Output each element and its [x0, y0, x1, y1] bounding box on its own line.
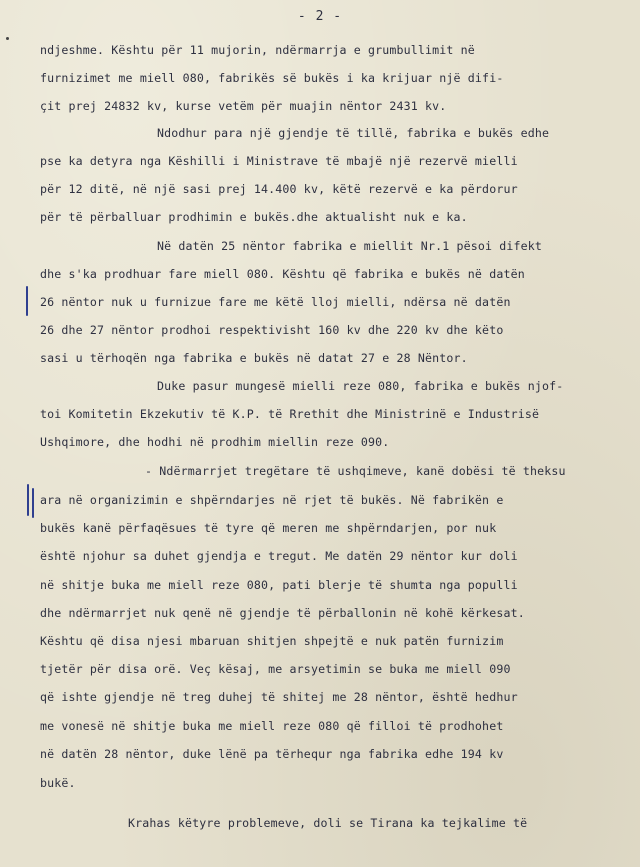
- text-line: Ndodhur para një gjendje të tillë, fabrika e bukës edhe: [157, 126, 550, 140]
- text-line: tjetër për disa orë. Veç kësaj, me arsyetimin se buka me miell 090: [40, 662, 511, 676]
- text-line: 26 dhe 27 nëntor prodhoi respektivisht 160 kv dhe 220 kv dhe këto: [40, 323, 504, 337]
- text-line: në datën 28 nëntor, duke lënë pa tërhequr nga fabrika edhe 194 kv: [40, 747, 504, 761]
- margin-pen-mark: [32, 488, 34, 518]
- text-line: Krahas këtyre problemeve, doli se Tirana ka tejkalime të: [128, 816, 528, 830]
- text-line: 26 nëntor nuk u furnizue fare me këtë lloj mielli, ndërsa në datën: [40, 295, 511, 309]
- text-line: Ushqimore, dhe hodhi në prodhim miellin reze 090.: [40, 435, 390, 449]
- text-line: bukë.: [40, 776, 76, 790]
- text-line: ara në organizimin e shpërndarjes në rjet të bukës. Në fabrikën e: [40, 493, 504, 507]
- text-line: në shitje buka me miell reze 080, pati blerje të shumta nga populli: [40, 578, 518, 592]
- text-line: me vonesë në shitje buka me miell reze 080 që filloi të prodhohet: [40, 719, 504, 733]
- text-line: për të përballuar prodhimin e bukës.dhe aktualisht nuk e ka.: [40, 210, 468, 224]
- text-line: për 12 ditë, në një sasi prej 14.400 kv, këtë rezervë e ka përdorur: [40, 182, 518, 196]
- text-line: dhe ndërmarrjet nuk qenë në gjendje të përballonin në kohë kërkesat.: [40, 606, 525, 620]
- page-number: - 2 -: [297, 9, 343, 24]
- text-line: çit prej 24832 kv, kurse vetëm për muajin nëntor 2431 kv.: [40, 99, 447, 113]
- text-line: sasi u tërhoqën nga fabrika e bukës në datat 27 e 28 Nëntor.: [40, 351, 468, 365]
- text-line: Duke pasur mungesë mielli reze 080, fabrika e bukës njof-: [157, 379, 564, 393]
- text-line: që ishte gjendje në treg duhej të shitej me 28 nëntor, është hedhur: [40, 690, 518, 704]
- text-line: është njohur sa duhet gjendja e tregut. Me datën 29 nëntor kur doli: [40, 549, 518, 563]
- text-line: bukës kanë përfaqësues të tyre që meren me shpërndarjen, por nuk: [40, 521, 497, 535]
- text-line: toi Komitetin Ekzekutiv të K.P. të Rrethit dhe Ministrinë e Industrisë: [40, 407, 540, 421]
- text-line: - Ndërmarrjet tregëtare të ushqimeve, kanë dobësi të theksu: [145, 464, 566, 478]
- text-line: furnizimet me miell 080, fabrikës së bukës i ka krijuar një difi-: [40, 71, 504, 85]
- text-line: ndjeshme. Kështu për 11 mujorin, ndërmarrja e grumbullimit në: [40, 43, 475, 57]
- text-line: pse ka detyra nga Këshilli i Ministrave të mbajë një rezervë mielli: [40, 154, 518, 168]
- page-speck: [6, 37, 9, 40]
- text-line: Kështu që disa njesi mbaruan shitjen shpejtë e nuk patën furnizim: [40, 634, 504, 648]
- text-line: Në datën 25 nëntor fabrika e miellit Nr.1 pësoi difekt: [157, 239, 543, 253]
- margin-pen-mark: [27, 484, 29, 516]
- text-line: dhe s'ka prodhuar fare miell 080. Kështu që fabrika e bukës në datën: [40, 267, 525, 281]
- margin-pen-mark: [26, 286, 28, 316]
